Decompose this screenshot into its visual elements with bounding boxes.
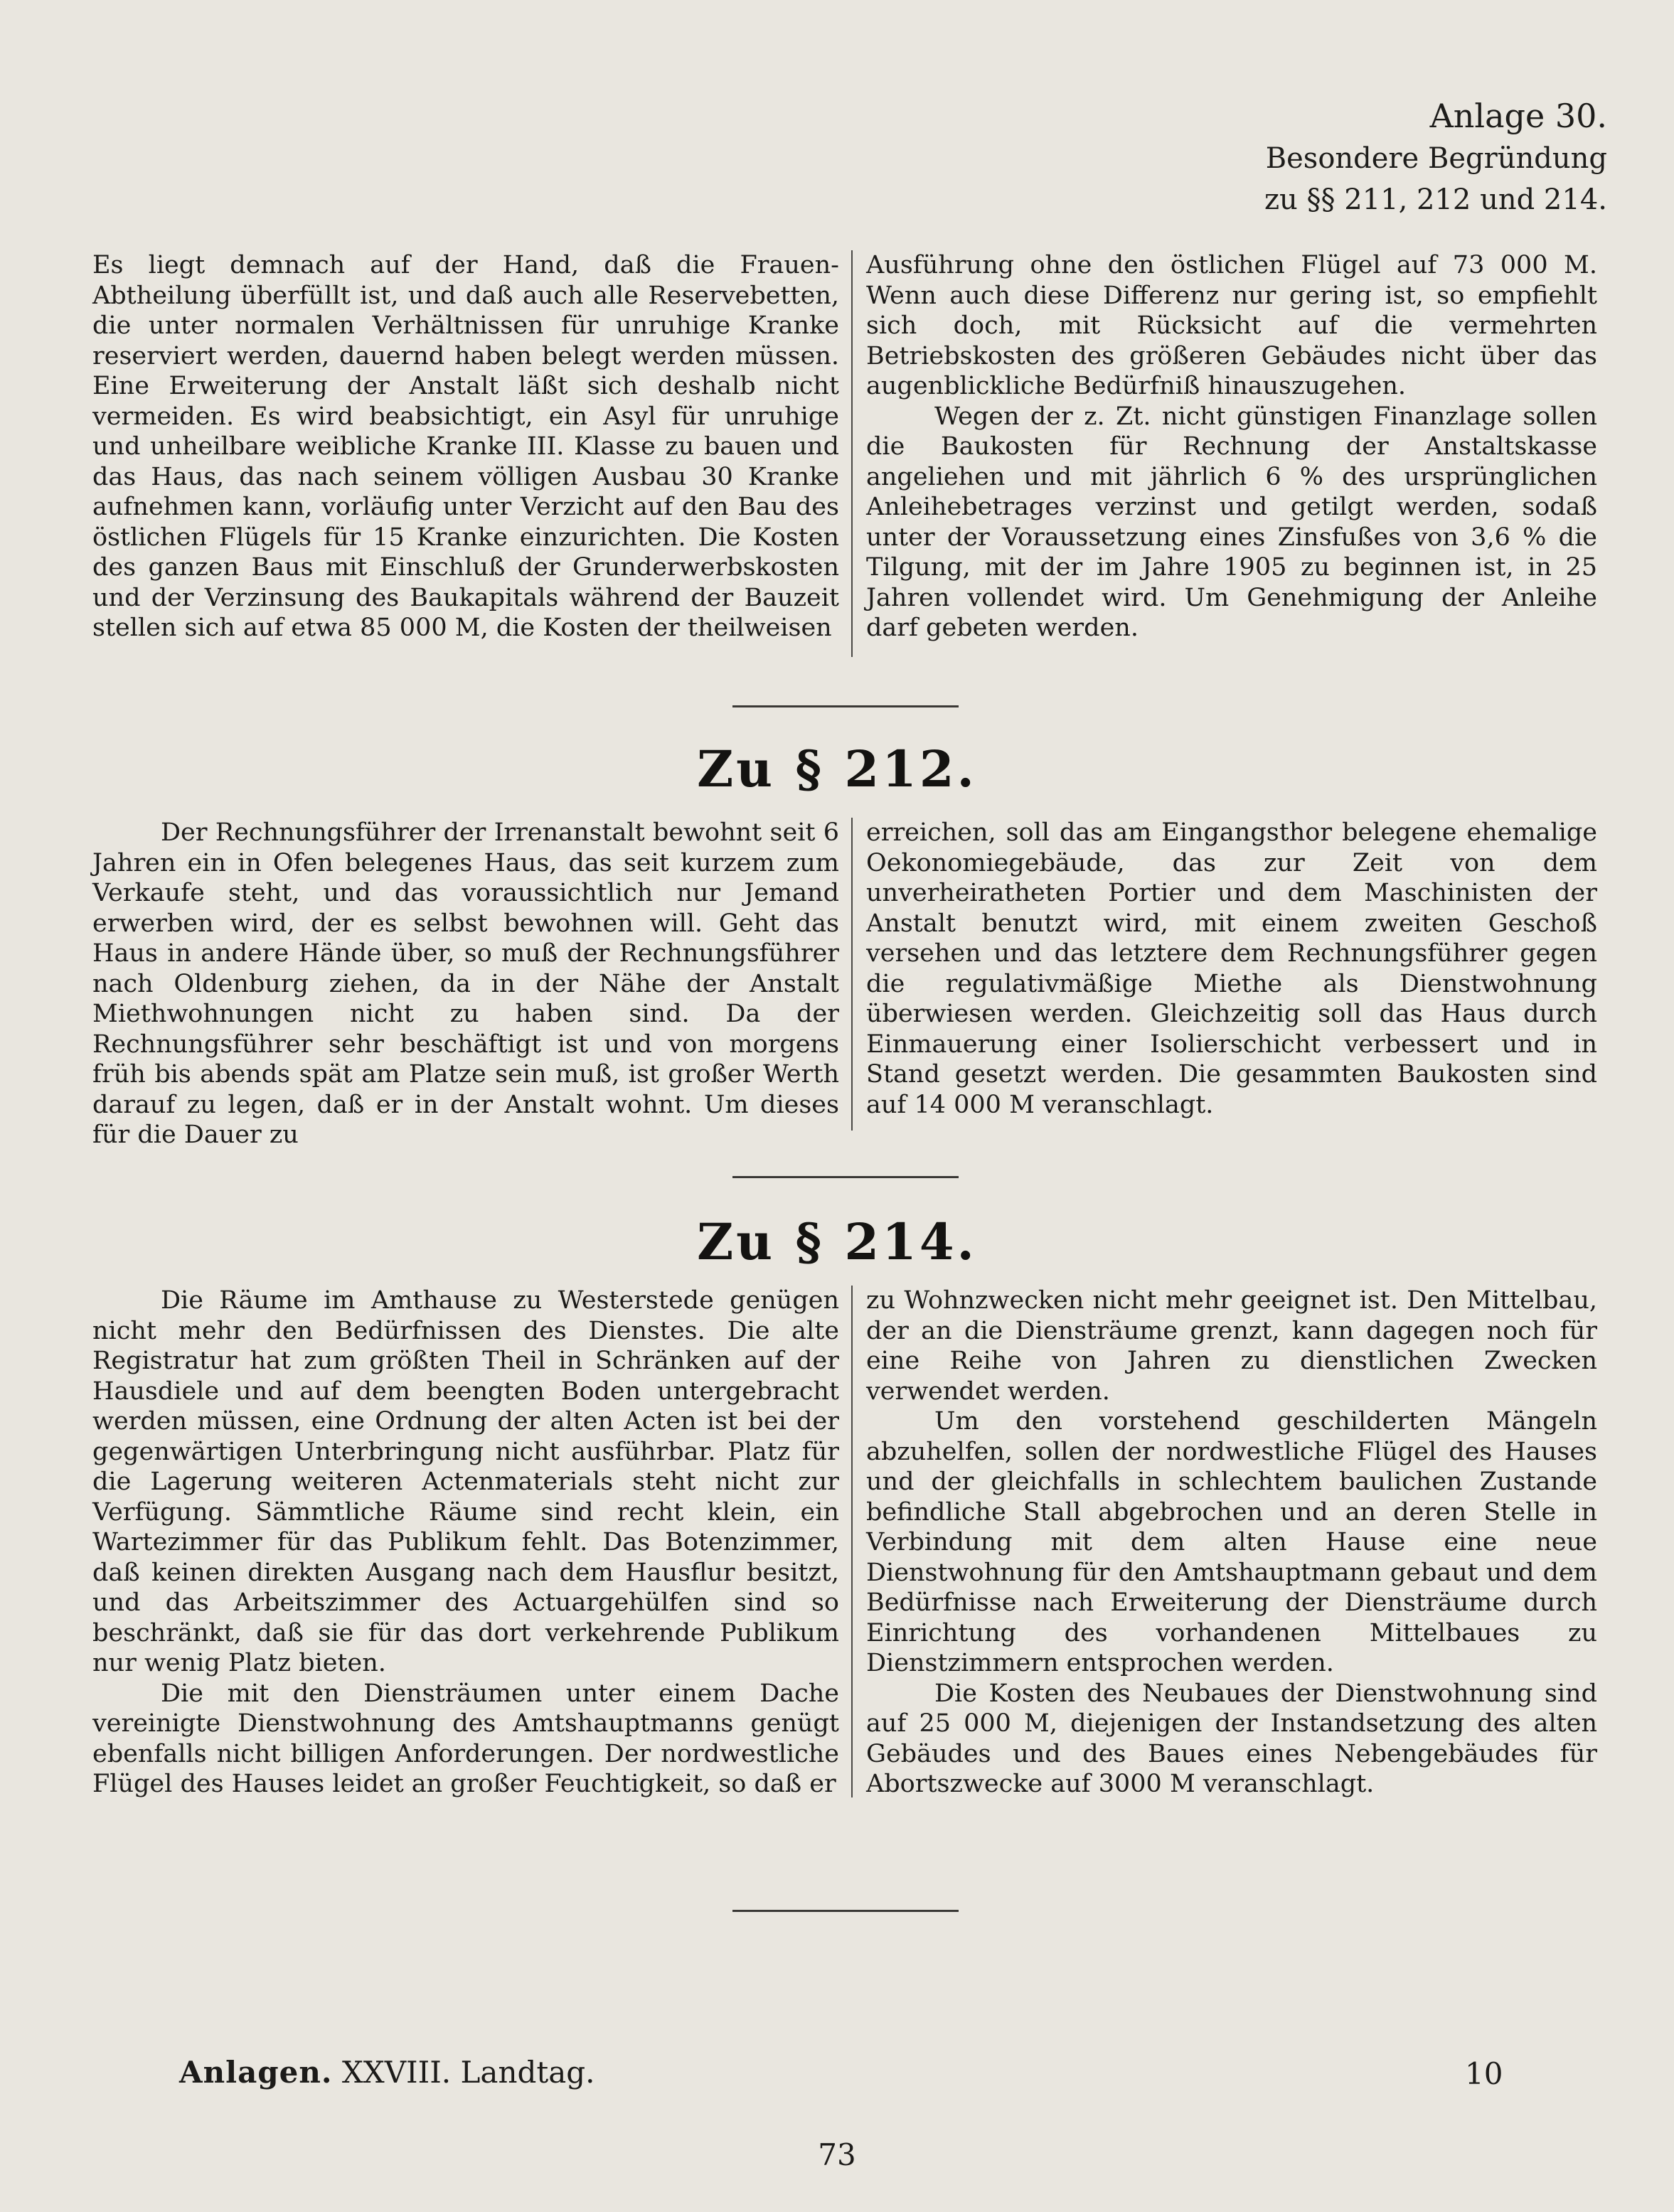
section-212	[92, 818, 1597, 1149]
paragraph-text: Die Räume im Amthause zu Westerstede genügen nicht mehr den Bedürfnissen des Dienstes. Die alte Registratur hat zum größten Theil in Schränken auf der Hausdiele und auf dem beengten Boden untergebracht werden müssen, eine Ordnung der alten Acten ist bei der gegenwärtigen Unterbringung nicht ausführbar. Platz für die Lagerung weiteren Actenmaterials steht nicht zur Verfügung. Sämmtliche Räume sind recht klein, ein Wartezimmer für das Publikum fehlt. Das Botenzimmer, daß keinen direkten Ausgang nach dem Hausflur besitzt, und das Arbeitszimmer des Actuargehülfen sind so beschränkt, daß sie für das dort verkehrende Publikum nur wenig Platz bieten.	[92, 1286, 839, 1677]
footer-anlagen-label: Anlagen.	[179, 2055, 333, 2090]
paragraph: erreichen, soll das am Eingangsthor belegene ehemalige Oekonomiegebäude, das zur Zeit von dem unverheiratheten Portier und dem Maschinisten der Anstalt benutzt wird, mit einem zweiten Geschoß versehen und das letztere dem Rechnungsführer gegen die regulativmäßige Miethe als Dienstwohnung überwiesen werden. Gleichzeitig soll das Haus durch Einmauerung einer Isolierschicht verbessert und in Stand gesetzt werden. Die gesammten Baukosten sind auf 14 000 M veranschlagt.	[866, 818, 1597, 1119]
paragraph-text: Wegen der z. Zt. nicht günstigen Finanzlage sollen die Baukosten für Rechnung der Anstaltskasse angeliehen und mit jährlich 6 % des ursprünglichen Anleihebetrages verzinst und getilgt werden, sodaß unter der Voraussetzung eines Zinsfußes von 3,6 % die Tilgung, mit der im Jahre 1905 zu beginnen ist, in 25 Jahren vollendet wird. Um Genehmigung der Anleihe darf gebeten werden.	[866, 402, 1597, 642]
column-rule	[851, 818, 853, 1131]
sheet-number: 10	[1465, 2056, 1503, 2091]
section-212-right-column	[866, 818, 1597, 1120]
section-211	[92, 250, 1597, 663]
paragraph	[92, 1679, 839, 1800]
paragraph: Es liegt demnach auf der Hand, daß die Frauen-Abtheilung überfüllt ist, und daß auch alle Reservebetten, die unter normalen Verhältnissen für unruhige Kranke reserviert werden, dauernd haben belegt werden müssen. Eine Erweiterung der Anstalt läßt sich deshalb nicht vermeiden. Es wird beabsichtigt, ein Asyl für unruhige und unheilbare weibliche Kranke III. Klasse zu bauen und das Haus, das nach seinem völligen Ausbau 30 Kranke aufnehmen kann, vorläufig unter Verzicht auf den Bau des östlichen Flügels für 15 Kranke einzurichten. Die Kosten des ganzen Baus mit Einschluß der Grunderwerbskosten und der Verzinsung des Baukapitals während der Bauzeit stellen sich auf etwa 85 000 M, die Kosten der theilweisen	[92, 251, 839, 642]
justification-sections: zu §§ 211, 212 und 214.	[1264, 183, 1607, 216]
paragraph: Ausführung ohne den östlichen Flügel auf 73 000 M. Wenn auch diese Differenz nur gering ist, so empfiehlt sich doch, mit Rücksicht auf die vermehrten Betriebskosten des größeren Gebäudes nicht über das augenblickliche Bedürfniß hinauszugehen.	[866, 251, 1597, 400]
column-rule	[851, 250, 853, 657]
column-rule	[851, 1286, 853, 1797]
page-number: 73	[818, 2137, 856, 2172]
appendix-label: Anlage 30.	[1429, 97, 1607, 135]
section-214	[92, 1286, 1597, 1797]
section-212-heading: Zu § 212.	[697, 739, 977, 798]
footer-collection	[179, 2055, 595, 2090]
section-divider	[732, 705, 959, 707]
paragraph	[866, 402, 1597, 643]
paragraph	[866, 1679, 1597, 1800]
section-211-right-column	[866, 250, 1597, 643]
paragraph	[866, 1406, 1597, 1679]
section-divider	[732, 1910, 959, 1912]
section-214-right-column	[866, 1286, 1597, 1800]
paragraph-text: Der Rechnungsführer der Irrenanstalt bewohnt seit 6 Jahren ein in Ofen belegenes Haus, das seit kurzem zum Verkaufe steht, und das voraussichtlich nur Jemand erwerben wird, der es selbst bewohnen will. Geht das Haus in andere Hände über, so muß der Rechnungsführer nach Oldenburg ziehen, da in der Nähe der Anstalt Miethwohnungen nicht zu haben sind. Da der Rechnungsführer sehr beschäftigt ist und von morgens früh bis abends spät am Platze sein muß, ist großer Werth darauf zu legen, daß er in der Anstalt wohnt. Um dieses für die Dauer zu	[92, 818, 839, 1149]
paragraph	[92, 1286, 839, 1679]
paragraph-text: Die Kosten des Neubaues der Dienstwohnung sind auf 25 000 M, diejenigen der Instandsetzung des alten Gebäudes und des Baues eines Nebengebäudes für Abortszwecke auf 3000 M veranschlagt.	[866, 1679, 1597, 1798]
section-divider	[732, 1176, 959, 1178]
section-214-heading: Zu § 214.	[697, 1212, 977, 1271]
section-212-left-column	[92, 818, 839, 1150]
section-214-left-column	[92, 1286, 839, 1800]
footer-landtag: XXVIII. Landtag.	[341, 2055, 595, 2090]
paragraph-text: Um den vorstehend geschilderten Mängeln abzuhelfen, sollen der nordwestliche Flügel des Hauses und der gleichfalls in schlechtem baulichen Zustande befindliche Stall abgebrochen und an deren Stelle in Verbindung mit dem alten Hause eine neue Dienstwohnung für den Amtshauptmann gebaut und dem Bedürfnisse nach Erweiterung der Diensträume durch Einrichtung des vorhandenen Mittelbaues zu Dienstzimmern entsprochen werden.	[866, 1407, 1597, 1677]
paragraph-text: Die mit den Diensträumen unter einem Dache vereinigte Dienstwohnung des Amtshauptmanns genügt ebenfalls nicht billigen Anforderungen. Der nordwestliche Flügel des Hauses leidet an großer Feuchtigkeit, so daß er	[92, 1679, 839, 1798]
paragraph	[92, 818, 839, 1150]
section-211-left-column	[92, 250, 839, 643]
paragraph: zu Wohnzwecken nicht mehr geeignet ist. Den Mittelbau, der an die Diensträume grenzt, kann dagegen noch für eine Reihe von Jahren zu dienstlichen Zwecken verwendet werden.	[866, 1286, 1597, 1406]
justification-title: Besondere Begründung	[1265, 142, 1607, 175]
